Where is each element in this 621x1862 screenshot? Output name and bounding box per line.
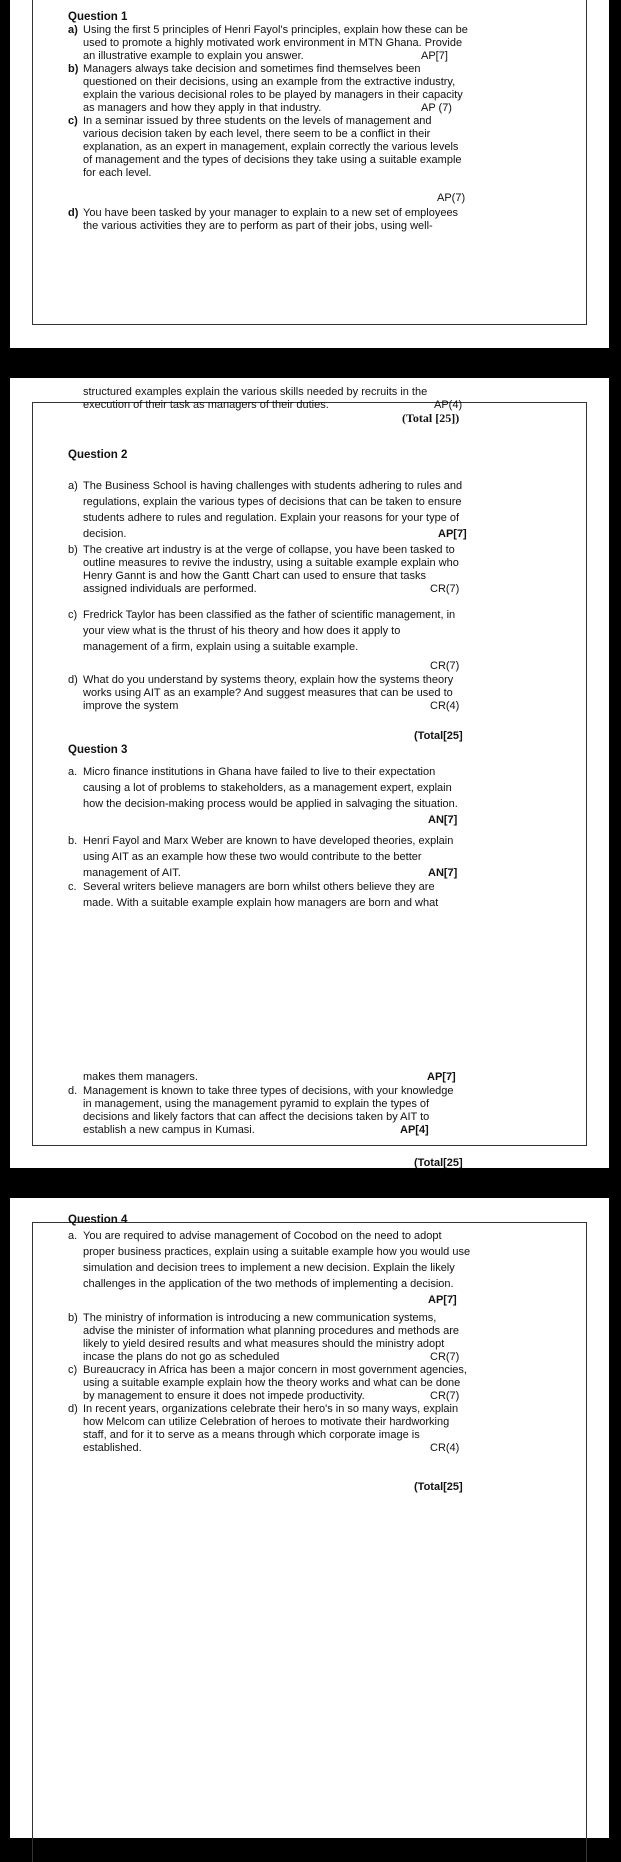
q4d-line-4: established. bbox=[83, 1442, 142, 1454]
q3c-label: c. bbox=[68, 881, 77, 893]
q3c-line-1: Several writers believe managers are born whilst others believe they are bbox=[83, 881, 435, 893]
q1d-cont-line-2: execution of their task as managers of their duties. bbox=[83, 399, 329, 411]
page-2 bbox=[10, 378, 609, 1168]
q4a-line-4: challenges in the application of the two methods of implementing a decision. bbox=[83, 1278, 454, 1290]
question-2-heading: Question 2 bbox=[68, 449, 128, 461]
question-2-total: (Total[25] bbox=[414, 730, 463, 742]
q2a-line-2: regulations, explain the various types of decisions that can be taken to ensure bbox=[83, 496, 462, 508]
question-4-total: (Total[25] bbox=[414, 1481, 463, 1493]
q1d-mark: AP(4) bbox=[434, 399, 463, 411]
question-1-total: (Total [25]) bbox=[402, 411, 460, 425]
q4a-line-1: You are required to advise management of Cocobod on the need to adopt bbox=[83, 1230, 442, 1242]
page-3 bbox=[10, 1071, 609, 1838]
q2d-line-3: improve the system bbox=[83, 700, 179, 712]
q1b-line-4: as managers and how they apply in that industry. bbox=[83, 102, 322, 114]
q2b-line-4: assigned individuals are performed. bbox=[83, 583, 257, 595]
q3a-line-1: Micro finance institutions in Ghana have failed to live to their expectation bbox=[83, 766, 436, 778]
q4c-line-2: using a suitable example explain how the theory works and what can be done bbox=[83, 1377, 461, 1389]
q2c-label: c) bbox=[68, 609, 78, 621]
question-4-heading: Question 4 bbox=[68, 1214, 128, 1226]
q4b-line-1: The ministry of information is introducing a new communication systems, bbox=[83, 1312, 437, 1324]
q2a-line-1: The Business School is having challenges with students adhering to rules and bbox=[83, 480, 463, 492]
q1a-line-1: Using the first 5 principles of Henri Fayol's principles, explain how these can be bbox=[83, 24, 468, 36]
q4b-line-2: advise the minister of information what planning procedures and methods are bbox=[83, 1325, 460, 1337]
q4d-line-3: staff, and for it to serve as a means through which corporate image is bbox=[83, 1429, 420, 1441]
q3b-line-2: using AIT as an example how these two would contribute to the better bbox=[83, 851, 422, 863]
q4a-line-2: proper business practices, explain using a suitable example how you would use bbox=[83, 1246, 471, 1258]
q2b-line-1: The creative art industry is at the verge of collapse, you have been tasked to bbox=[83, 544, 455, 556]
q1a-label: a) bbox=[68, 24, 78, 36]
q2d-label: d) bbox=[68, 674, 78, 686]
q4a-line-3: simulation and decision trees to implement a new decision. Explain the likely bbox=[83, 1262, 455, 1274]
q4b-line-3: likely to yield desired results and what measures should the ministry adopt bbox=[83, 1338, 445, 1350]
q2d-mark: CR(4) bbox=[430, 700, 460, 712]
q2b-mark: CR(7) bbox=[430, 583, 460, 595]
q2c-line-3: management of a firm, explain using a suitable example. bbox=[83, 641, 359, 653]
q2c-line-2: your view what is the thrust of his theory and how does it apply to bbox=[83, 625, 401, 637]
q3a-label: a. bbox=[68, 766, 78, 778]
q4c-mark: CR(7) bbox=[430, 1390, 460, 1402]
q4b-line-4: incase the plans do not go as scheduled bbox=[83, 1351, 280, 1363]
q3a-line-3: how the decision-making process would be applied in salvaging the situation. bbox=[83, 798, 458, 810]
q1c-mark: AP(7) bbox=[437, 192, 466, 204]
q4a-mark: AP[7] bbox=[428, 1294, 457, 1306]
q1a-line-2: used to promote a highly motivated work environment in MTN Ghana. Provide bbox=[83, 37, 463, 49]
q4b-mark: CR(7) bbox=[430, 1351, 460, 1363]
q3b-line-3: management of AIT. bbox=[83, 867, 181, 879]
q3c-line-2: made. With a suitable example explain how managers are born and what bbox=[83, 897, 439, 909]
q2a-line-3: students adhere to rules and regulation. Explain your reasons for your type of bbox=[83, 512, 460, 524]
q1a-mark: AP[7] bbox=[421, 50, 448, 62]
q1b-line-1: Managers always take decision and sometimes find themselves been bbox=[83, 63, 421, 75]
q3b-label: b. bbox=[68, 835, 78, 847]
q3b-mark: AN[7] bbox=[428, 867, 458, 879]
q1c-line-5: for each level. bbox=[83, 167, 152, 179]
q4a-label: a. bbox=[68, 1230, 78, 1242]
q1c-line-3: explanation, as an expert in management, explain correctly the various levels bbox=[83, 141, 459, 153]
q3a-line-2: causing a lot of problems to stakeholders, as a management expert, explain bbox=[83, 782, 452, 794]
q2c-mark: CR(7) bbox=[430, 660, 460, 672]
q2d-line-2: works using AIT as an example? And suggest measures that can be used to bbox=[83, 687, 453, 699]
q1b-line-3: explain the various decisional roles to be played by managers in their capacity bbox=[83, 89, 463, 101]
q2a-mark: AP[7] bbox=[438, 528, 467, 540]
q3d-line-1: Management is known to take three types of decisions, with your knowledge bbox=[83, 1085, 454, 1097]
q4d-mark: CR(4) bbox=[430, 1442, 460, 1454]
q2a-label: a) bbox=[68, 480, 78, 492]
q1d-line-1: You have been tasked by your manager to explain to a new set of employees bbox=[83, 207, 459, 219]
q2b-line-2: outline measures to revive the industry, using a suitable example explain who bbox=[83, 557, 459, 569]
q1d-cont-line-1: structured examples explain the various skills needed by recruits in the bbox=[83, 386, 428, 398]
q1c-label: c) bbox=[68, 115, 78, 127]
q4c-line-1: Bureaucracy in Africa has been a major concern in most government agencies, bbox=[83, 1364, 467, 1376]
q3d-line-2: in management, using the management pyramid to explain the types of bbox=[83, 1098, 430, 1110]
question-1-heading: Question 1 bbox=[68, 11, 128, 23]
q3d-line-3: decisions and likely factors that can affect the decisions taken by AIT to bbox=[83, 1111, 430, 1123]
q1b-mark: AP (7) bbox=[421, 102, 452, 114]
question-3-heading: Question 3 bbox=[68, 744, 128, 756]
q1b-line-2: questioned on their decisions, using an example from the extractive industry, bbox=[83, 76, 456, 88]
q3d-mark: AP[4] bbox=[400, 1124, 429, 1136]
q4c-line-3: by management to ensure it does not impede productivity. bbox=[83, 1390, 365, 1402]
q2c-line-1: Fredrick Taylor has been classified as the father of scientific management, in bbox=[83, 609, 456, 621]
q4c-label: c) bbox=[68, 1364, 78, 1376]
q2d-line-1: What do you understand by systems theory, explain how the systems theory bbox=[83, 674, 454, 686]
q4d-label: d) bbox=[68, 1403, 78, 1415]
q1c-line-4: of management and the types of decisions they take using a suitable example bbox=[83, 154, 462, 166]
q4d-line-2: how Melcom can utilize Celebration of heroes to motivate their hardworking bbox=[83, 1416, 450, 1428]
q1d-label: d) bbox=[68, 207, 79, 219]
q1b-label: b) bbox=[68, 63, 79, 75]
q4b-label: b) bbox=[68, 1312, 78, 1324]
q3d-line-4: establish a new campus in Kumasi. bbox=[83, 1124, 255, 1136]
q3d-label: d. bbox=[68, 1085, 78, 1097]
question-3-total: (Total[25] bbox=[414, 1157, 463, 1169]
q3c-cont-line: makes them managers. bbox=[83, 1071, 198, 1083]
q2b-line-3: Henry Gannt is and how the Gantt Chart can used to ensure that tasks bbox=[83, 570, 427, 582]
q4d-line-1: In recent years, organizations celebrate their hero's in so many ways, explain bbox=[83, 1403, 459, 1415]
q3b-line-1: Henri Fayol and Marx Weber are known to have developed theories, explain bbox=[83, 835, 454, 847]
q2a-line-4: decision. bbox=[83, 528, 127, 540]
q1d-line-2: the various activities they are to perform as part of their jobs, using well- bbox=[83, 220, 433, 232]
page-1 bbox=[10, 0, 609, 348]
q1a-line-3: an illustrative example to explain you answer. bbox=[83, 50, 304, 62]
q1c-line-2: various decision taken by each level, there seem to be a conflict in their bbox=[83, 128, 431, 140]
q3c-mark: AP[7] bbox=[427, 1071, 456, 1083]
q3a-mark: AN[7] bbox=[428, 814, 458, 826]
q1c-line-1: In a seminar issued by three students on the levels of management and bbox=[83, 115, 432, 127]
q2b-label: b) bbox=[68, 544, 78, 556]
